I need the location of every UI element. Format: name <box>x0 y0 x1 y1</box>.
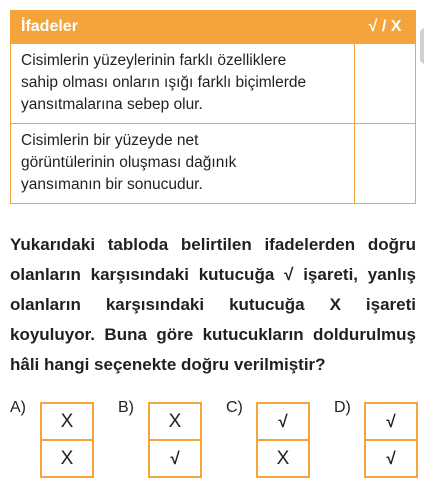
statement-line: Cisimlerin yüzeylerinin farklı özelliklere <box>21 52 287 69</box>
option-a-bottom-mark: X <box>42 439 92 476</box>
option-a-top-mark: X <box>60 410 74 432</box>
option-b-bottom-mark: √ <box>150 439 200 476</box>
option-a-boxes[interactable] <box>40 402 94 478</box>
option-b-top-mark: X <box>168 410 182 432</box>
option-c-boxes[interactable] <box>256 402 310 478</box>
statement-cell <box>11 44 355 124</box>
option-c-bottom-mark: X <box>258 439 308 476</box>
mark-box <box>355 124 416 204</box>
statements-table <box>10 10 416 204</box>
mark-box <box>355 44 416 124</box>
option-b-boxes[interactable] <box>148 402 202 478</box>
table-header-row <box>11 11 416 44</box>
table-row <box>11 44 416 124</box>
option-c-label: C) <box>226 399 243 416</box>
option-d-top-mark: √ <box>386 411 396 431</box>
option-a-label: A) <box>10 399 26 416</box>
statement-line: sahip olması onların ışığı farklı biçimlerde <box>21 74 307 91</box>
question-text: Yukarıdaki tabloda belirtilen ifadelerden doğru olanların karşısındaki kutucuğa √ işareti, yanlış olanların karşısındaki kutucuğa X işareti koyuluyor. Buna göre kutucukların doldurulmuş hâli hangi seçenekte doğru verilmiştir? <box>10 235 416 374</box>
statement-cell <box>11 124 355 204</box>
option-d-label: D) <box>334 399 351 416</box>
option-d-boxes[interactable] <box>364 402 418 478</box>
page-edge-decoration <box>420 28 424 64</box>
mark-column-header: √ / X <box>355 11 416 44</box>
option-d-bottom-mark: √ <box>366 439 416 476</box>
option-b-label: B) <box>118 399 134 416</box>
statement-line: yansımanın bir sonucudur. <box>21 176 203 193</box>
statement-line: yansıtmalarına sebep olur. <box>21 96 203 113</box>
statement-line: görüntülerinin oluşması dağınık <box>21 154 237 171</box>
statement-line: Cisimlerin bir yüzeyde net <box>21 132 199 149</box>
option-c-top-mark: √ <box>278 411 288 431</box>
table-row <box>11 124 416 204</box>
statements-column-header: İfadeler <box>11 11 355 44</box>
